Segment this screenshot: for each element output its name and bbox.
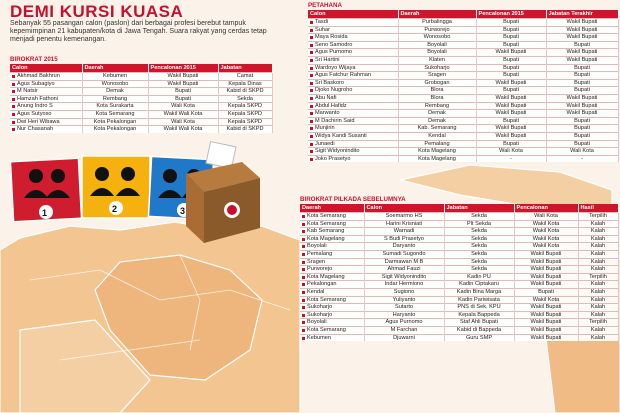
cell-calon: Daryanto (364, 243, 444, 251)
cell-jabatan: Sekda (444, 228, 514, 236)
cell-calon: Sigit Widyonindito (308, 148, 398, 156)
cell-jabatan: Kepala SKPD (218, 110, 272, 118)
cell-calon: Maya Rosida (308, 34, 398, 42)
cell-daerah: Demak (82, 88, 148, 96)
cell-hasil: Terpilih (578, 319, 618, 327)
col-pencalonan: Pencalonan (514, 204, 578, 213)
table-row (308, 117, 618, 125)
cell-jabatan-terakhir: Wakil Bupati (546, 94, 618, 102)
cell-calon: Yuliyanto (364, 296, 444, 304)
cell-pencalonan: Wakil Bupati (476, 102, 546, 110)
ballot-card-1 (10, 158, 81, 221)
cell-pencalonan: Bupati (476, 26, 546, 34)
cell-daerah: Boyolali (398, 41, 476, 49)
cell-calon: Agus Purnomo (364, 319, 444, 327)
table-row (308, 87, 618, 95)
cell-jabatan: Kabid di SKPD (218, 88, 272, 96)
cell-jabatan-terakhir: Bupati (546, 72, 618, 80)
table-row (308, 148, 618, 156)
cell-calon: Agus Fatchur Rahman (308, 72, 398, 80)
table-row (300, 213, 618, 221)
cell-hasil: Terpilih (578, 273, 618, 281)
cell-pencalonan: Wakil Bupati (514, 304, 578, 312)
table-row (300, 258, 618, 266)
cell-pencalonan: Wakil Kota (514, 220, 578, 228)
cell-calon: Junaedi (308, 140, 398, 148)
table-row (308, 125, 618, 133)
table-row (308, 102, 618, 110)
cell-pencalonan: Bupati (476, 117, 546, 125)
col-daerah: Daerah (300, 204, 364, 213)
table-row (300, 243, 618, 251)
cell-daerah: Kota Pekalongan (82, 126, 148, 133)
cell-pencalonan: Wakil Bupati (148, 80, 218, 88)
cell-daerah: Boyolali (300, 243, 364, 251)
cell-jabatan-terakhir: Wakil Bupati (546, 49, 618, 57)
cell-hasil: Kalah (578, 250, 618, 258)
cell-jabatan-terakhir: Bupati (546, 117, 618, 125)
cell-pencalonan: Wakil Wali Kota (148, 126, 218, 133)
cell-hasil: Kalah (578, 235, 618, 243)
intro-paragraph: Sebanyak 55 pasangan calon (paslon) dari berbagai profesi berebut tampuk kepemimpinan 21 kabupaten/kota di Jawa Tengah. Suara rakyat yang cerdas tetap menjadi penentu kemenangan. (10, 20, 267, 43)
table-row (308, 132, 618, 140)
cell-daerah: Kota Surakarta (82, 103, 148, 111)
cell-daerah: Kota Semarang (300, 296, 364, 304)
cell-pencalonan: Wali Kota (514, 213, 578, 221)
cell-daerah: Demak (398, 117, 476, 125)
cell-calon: Nur Chasanah (10, 126, 82, 133)
cell-daerah: Kota Semarang (300, 326, 364, 334)
cell-daerah: Purbalingga (398, 19, 476, 27)
cell-calon: Suhar (308, 26, 398, 34)
table-row (308, 56, 618, 64)
cell-daerah: Kab Semarang (300, 228, 364, 236)
cell-daerah: Pekalongan (300, 281, 364, 289)
cell-jabatan: Kabid di Bappeda (444, 326, 514, 334)
cell-pencalonan: Wakil Bupati (514, 326, 578, 334)
cell-jabatan-terakhir: Wakil Bupati (546, 26, 618, 34)
cell-calon: Soemarmo HS (364, 213, 444, 221)
cell-hasil: Kalah (578, 304, 618, 312)
col-calon: Calon (364, 204, 444, 213)
cell-jabatan: Staf Ahli Bupati (444, 319, 514, 327)
cell-jabatan-terakhir: Bupati (546, 41, 618, 49)
cell-daerah: Sukoharjo (398, 64, 476, 72)
ballot-illustration (10, 140, 260, 245)
cell-calon: Ahmad Fauzi (364, 266, 444, 274)
cell-calon: Sugiono (364, 288, 444, 296)
cell-hasil: Kalah (578, 220, 618, 228)
cell-jabatan: Kadin Bina Marga (444, 288, 514, 296)
col-pencalonan: Pencalonan 2015 (476, 10, 546, 19)
cell-pencalonan: Bupati (476, 140, 546, 148)
cell-jabatan: Sekda (444, 213, 514, 221)
cell-pencalonan: Wakil Bupati (514, 311, 578, 319)
cell-jabatan: Kadin Pariwisata (444, 296, 514, 304)
petahana-table (308, 10, 619, 162)
table-row (308, 140, 618, 148)
cell-hasil: Kalah (578, 288, 618, 296)
cell-daerah: Wonosobo (82, 80, 148, 88)
table-row (300, 311, 618, 319)
table-row (300, 273, 618, 281)
cell-jabatan: Kadin PU (444, 273, 514, 281)
cell-jabatan: Kepala SKPD (218, 103, 272, 111)
cell-calon: Agus Purnomo (308, 49, 398, 57)
table-row (308, 26, 618, 34)
cell-daerah: Wonosobo (398, 34, 476, 42)
cell-daerah: Purworejo (300, 266, 364, 274)
cell-jabatan-terakhir: Bupati (546, 132, 618, 140)
cell-calon: Anung Indro S (10, 103, 82, 111)
sebelumnya-table (300, 204, 619, 341)
cell-calon: Agus Subagiyo (10, 80, 82, 88)
cell-pencalonan: Bupati (148, 88, 218, 96)
cell-daerah: Sukoharjo (300, 311, 364, 319)
cell-hasil: Kalah (578, 243, 618, 251)
cell-jabatan: Kepala Dinas (218, 80, 272, 88)
col-daerah: Daerah (398, 10, 476, 19)
table-row (308, 64, 618, 72)
cell-calon: Djoko Nugroho (308, 87, 398, 95)
cell-pencalonan: Wakil Kota (514, 228, 578, 236)
cell-calon: Agus Sutyoso (10, 110, 82, 118)
cell-calon: Sri Baskoro (308, 79, 398, 87)
cell-daerah: Kebumen (82, 73, 148, 81)
ballot-card-2 (82, 156, 150, 218)
cell-daerah: Kendal (398, 132, 476, 140)
cell-jabatan: Sekda (444, 243, 514, 251)
cell-jabatan-terakhir: Wakil Bupati (546, 34, 618, 42)
cell-calon: M Farchan (364, 326, 444, 334)
cell-jabatan-terakhir: Wakil Bupati (546, 19, 618, 27)
ballot-number-3: 3 (180, 206, 186, 216)
cell-daerah: Kota Semarang (82, 110, 148, 118)
cell-hasil: Kalah (578, 296, 618, 304)
cell-calon: Akhmad Bakhrun (10, 73, 82, 81)
col-hasil: Hasil (578, 204, 618, 213)
cell-calon: Abdul Hafidz (308, 102, 398, 110)
cell-calon: Haryanto (364, 311, 444, 319)
table-row (300, 326, 618, 334)
cell-jabatan: Plt Sekda (444, 220, 514, 228)
cell-pencalonan: Bupati (476, 34, 546, 42)
cell-calon: Wardoyo Wijaya (308, 64, 398, 72)
cell-pencalonan: Wakil Bupati (476, 132, 546, 140)
cell-jabatan: Kadin Ciptakaru (444, 281, 514, 289)
cell-daerah: Kota Magelang (398, 155, 476, 162)
cell-pencalonan: Wakil Kota (514, 296, 578, 304)
cell-jabatan-terakhir: Wakil Bupati (546, 110, 618, 118)
cell-pencalonan: Wakil Bupati (514, 273, 578, 281)
cell-pencalonan: Wali Kota (148, 118, 218, 126)
cell-calon: Warnadi (364, 228, 444, 236)
cell-calon: Sri Hartini (308, 56, 398, 64)
table-row (300, 266, 618, 274)
table-row (300, 334, 618, 341)
cell-pencalonan: Wakil Bupati (514, 266, 578, 274)
cell-pencalonan: Bupati (476, 19, 546, 27)
petahana-panel (308, 2, 618, 162)
sebelumnya-panel (300, 196, 618, 341)
cell-pencalonan: Wakil Bupati (476, 94, 546, 102)
cell-jabatan: Kepala SKPD (218, 118, 272, 126)
cell-calon: M Natsir (10, 88, 82, 96)
cell-hasil: Terpilih (578, 213, 618, 221)
cell-pencalonan: Wakil Bupati (476, 49, 546, 57)
cell-pencalonan: Wakil Bupati (476, 110, 546, 118)
cell-calon: Sigit Widyonindito (364, 273, 444, 281)
table-row (308, 79, 618, 87)
cell-jabatan: Sekda (444, 235, 514, 243)
cell-daerah: Pemalang (300, 250, 364, 258)
cell-hasil: Kalah (578, 311, 618, 319)
cell-calon: Darmawan M B (364, 258, 444, 266)
cell-jabatan-terakhir: Bupati (546, 64, 618, 72)
cell-jabatan: Kepala Bappeda (444, 311, 514, 319)
cell-daerah: Sragen (398, 72, 476, 80)
cell-pencalonan: Wakil Kota (514, 235, 578, 243)
table-row (300, 304, 618, 312)
cell-daerah: Boyolali (300, 319, 364, 327)
cell-calon: Widya Kandi Susanti (308, 132, 398, 140)
table-row (10, 95, 272, 103)
cell-pencalonan: Wakil Kota (514, 243, 578, 251)
table-row (300, 288, 618, 296)
cell-jabatan: Sekda (444, 258, 514, 266)
cell-calon: Munjirin (308, 125, 398, 133)
cell-hasil: Kalah (578, 326, 618, 334)
col-jabatan: Jabatan (444, 204, 514, 213)
cell-daerah: Sukoharjo (300, 304, 364, 312)
cell-hasil: Kalah (578, 266, 618, 274)
cell-jabatan: Sekda (444, 266, 514, 274)
birokrat-2015-panel (10, 56, 272, 133)
cell-calon: M Dachirin Said (308, 117, 398, 125)
cell-daerah: Blora (398, 87, 476, 95)
cell-pencalonan: Wali Kota (476, 148, 546, 156)
cell-pencalonan: Wakil Bupati (476, 79, 546, 87)
cell-daerah: Kota Semarang (300, 220, 364, 228)
cell-jabatan: PNS di Sek. KPU (444, 304, 514, 312)
petahana-heading: PETAHANA (308, 2, 342, 9)
cell-jabatan-terakhir: Wakil Bupati (546, 56, 618, 64)
cell-calon: Joko Prasetyo (308, 155, 398, 162)
table-row (10, 80, 272, 88)
table-row (308, 19, 618, 27)
table-row (300, 235, 618, 243)
table-row (308, 155, 618, 162)
cell-daerah: Kebumen (300, 334, 364, 341)
cell-daerah: Boyolali (398, 49, 476, 57)
table-row (10, 126, 272, 133)
cell-daerah: Kota Magelang (300, 235, 364, 243)
table-row (300, 250, 618, 258)
cell-pencalonan: Bupati (476, 72, 546, 80)
cell-jabatan-terakhir: Wali Kota (546, 148, 618, 156)
cell-pencalonan: Wakil Bupati (514, 319, 578, 327)
cell-calon: Hamzah Fathoni (10, 95, 82, 103)
cell-pencalonan: Wakil Bupati (514, 258, 578, 266)
table-row (10, 118, 272, 126)
table-row (10, 110, 272, 118)
cell-daerah: Kota Magelang (398, 148, 476, 156)
cell-pencalonan: Wali Kota (148, 103, 218, 111)
sebelumnya-heading: BIROKRAT PILKADA SEBELUMNYA (300, 196, 406, 203)
cell-calon: Dwi Heri Wibawa (10, 118, 82, 126)
cell-hasil: Kalah (578, 228, 618, 236)
cell-daerah: Rembang (398, 102, 476, 110)
cell-calon: Sutarto (364, 304, 444, 312)
cell-daerah: Klaten (398, 56, 476, 64)
cell-pencalonan: Wakil Bupati (514, 334, 578, 341)
cell-calon: Abu Nafi (308, 94, 398, 102)
col-daerah: Daerah (82, 64, 148, 73)
cell-daerah: Rembang (82, 95, 148, 103)
cell-pencalonan: Wakil Bupati (514, 250, 578, 258)
col-jabatan: Jabatan (218, 64, 272, 73)
cell-jabatan-terakhir: Bupati (546, 140, 618, 148)
cell-pencalonan: - (476, 155, 546, 162)
cell-pencalonan: Bupati (514, 288, 578, 296)
cell-jabatan: Guru SMP (444, 334, 514, 341)
cell-calon: Indar Hermiono (364, 281, 444, 289)
table-row (308, 49, 618, 57)
table-row (308, 94, 618, 102)
cell-pencalonan: Wakil Bupati (148, 73, 218, 81)
table-row (10, 103, 272, 111)
table-row (300, 296, 618, 304)
ballot-box (186, 142, 260, 243)
cell-pencalonan: Bupati (148, 95, 218, 103)
cell-jabatan-terakhir: Bupati (546, 125, 618, 133)
cell-daerah: Kendal (300, 288, 364, 296)
cell-jabatan: Sekda (444, 250, 514, 258)
col-jabatan-terakhir: Jabatan Terakhir (546, 10, 618, 19)
col-pencalonan: Pencalonan 2015 (148, 64, 218, 73)
cell-jabatan: Kabid di SKPD (218, 126, 272, 133)
ballot-number-1: 1 (42, 208, 48, 218)
cell-daerah: Purworejo (398, 26, 476, 34)
cell-pencalonan: Bupati (476, 41, 546, 49)
cell-jabatan-terakhir: Wakil Bupati (546, 102, 618, 110)
cell-calon: S Budi Prasetyo (364, 235, 444, 243)
cell-pencalonan: Wakil Bupati (514, 281, 578, 289)
cell-calon: Tasdi (308, 19, 398, 27)
table-row (308, 41, 618, 49)
cell-calon: Sumadi Sugondo (364, 250, 444, 258)
cell-calon: Djuwarni (364, 334, 444, 341)
cell-calon: Harini Krisniati (364, 220, 444, 228)
cell-daerah: Demak (398, 110, 476, 118)
cell-hasil: Kalah (578, 334, 618, 341)
cell-pencalonan: Bupati (476, 87, 546, 95)
table-row (300, 281, 618, 289)
table-row (300, 228, 618, 236)
ballot-number-2: 2 (112, 204, 118, 214)
table-row (10, 73, 272, 81)
birokrat-2015-table (10, 64, 273, 133)
cell-daerah: Grobogan (398, 79, 476, 87)
table-row (300, 319, 618, 327)
cell-jabatan: Camat (218, 73, 272, 81)
table-row (308, 110, 618, 118)
cell-hasil: Kalah (578, 281, 618, 289)
cell-daerah: Kota Semarang (300, 213, 364, 221)
cell-daerah: Kota Pekalongan (82, 118, 148, 126)
table-row (308, 34, 618, 42)
cell-calon: Marwanto (308, 110, 398, 118)
birokrat-2015-heading: BIROKRAT 2015 (10, 56, 58, 63)
cell-daerah: Pemalang (398, 140, 476, 148)
col-calon: Calon (308, 10, 398, 19)
cell-pencalonan: Wakil Wali Kota (148, 110, 218, 118)
cell-daerah: Kab. Semarang (398, 125, 476, 133)
cell-jabatan: Sekda (218, 95, 272, 103)
page-title: DEMI KURSI KUASA (10, 2, 184, 21)
cell-daerah: Blora (398, 94, 476, 102)
table-row (10, 88, 272, 96)
cell-pencalonan: Bupati (476, 64, 546, 72)
cell-calon: Seno Samodro (308, 41, 398, 49)
cell-hasil: Kalah (578, 258, 618, 266)
cell-pencalonan: Wakil Bupati (476, 125, 546, 133)
col-calon: Calon (10, 64, 82, 73)
cell-daerah: Kota Magelang (300, 273, 364, 281)
table-row (300, 220, 618, 228)
table-row (308, 72, 618, 80)
cell-jabatan-terakhir: Bupati (546, 87, 618, 95)
cell-daerah: Sragen (300, 258, 364, 266)
cell-jabatan-terakhir: Bupati (546, 79, 618, 87)
cell-jabatan-terakhir: - (546, 155, 618, 162)
cell-pencalonan: Bupati (476, 56, 546, 64)
